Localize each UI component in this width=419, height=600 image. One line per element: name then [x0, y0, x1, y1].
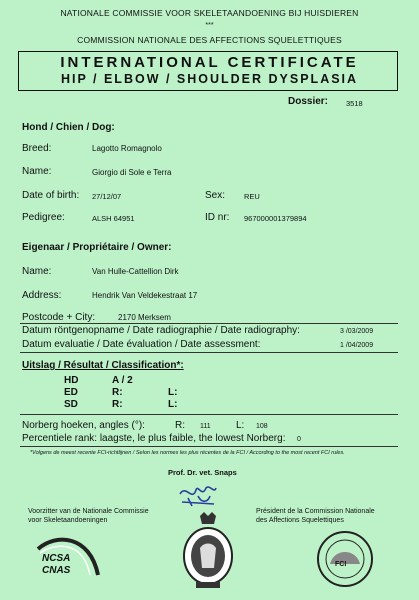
evaluation-date-value: 1 /04/2009: [340, 342, 374, 349]
owner-section-title: Eigenaar / Propriétaire / Owner:: [22, 242, 172, 253]
pedigree-value: ALSH 64951: [92, 214, 135, 223]
dossier-label: Dossier:: [288, 96, 329, 107]
breed-value: Lagotto Romagnolo: [92, 144, 162, 153]
footer-right-line1: Président de la Commission Nationale: [256, 508, 375, 515]
sd-left-label: L:: [168, 399, 178, 410]
cnas-logo-text: CNAS: [42, 565, 71, 576]
header-stars: ***: [205, 22, 214, 29]
signatory-name: Prof. Dr. vet. Snaps: [168, 468, 237, 477]
id-value: 967000001379894: [244, 214, 307, 223]
sd-right-label: R:: [112, 399, 123, 410]
footer-left-line1: Voorzitter van de Nationale Commissie: [28, 508, 149, 515]
dob-label: Date of birth:: [22, 190, 80, 201]
hd-label: HD: [64, 375, 79, 386]
percentile-value: 0: [297, 436, 301, 443]
divider-dates-top: [20, 323, 398, 324]
header-commission-fr: COMMISSION NATIONALE DES AFFECTIONS SQUELETTIQUES: [77, 35, 342, 45]
divider-footnote: [20, 446, 398, 447]
fci-logo-icon: [316, 530, 374, 588]
postcode-label: Postcode + City:: [22, 312, 96, 323]
fci-footnote: *Volgens de meest recente FCI-richtlijnen / Selon les normes les plus récentes de la FCI / According to the most recent FCI rules.: [30, 450, 345, 456]
sex-value: REU: [244, 192, 260, 201]
dog-name-value: Giorgio di Sole e Terra: [92, 168, 172, 177]
radiography-date-value: 3 /03/2009: [340, 328, 374, 335]
hd-value: A / 2: [112, 375, 133, 386]
header-commission-nl: NATIONALE COMMISSIE VOOR SKELETAANDOENING BIJ HUISDIEREN: [60, 8, 359, 18]
fci-logo-text: FCI: [335, 561, 347, 568]
owner-name-value: Van Hulle-Cattellion Dirk: [92, 267, 179, 276]
norberg-left-value: 108: [256, 423, 268, 430]
radiography-date-label: Datum röntgenopname / Date radiographie / Date radiography:: [22, 325, 300, 336]
footer-left-line2: voor Skeletaandoeningen: [28, 517, 108, 524]
certificate-title: INTERNATIONAL CERTIFICATE: [60, 54, 359, 71]
ed-right-label: R:: [112, 387, 123, 398]
id-label: ID nr:: [205, 212, 230, 223]
ed-label: ED: [64, 387, 78, 398]
ed-left-label: L:: [168, 387, 178, 398]
dossier-value: 3518: [346, 99, 363, 108]
sex-label: Sex:: [205, 190, 226, 201]
divider-results: [20, 414, 398, 415]
dog-section-title: Hond / Chien / Dog:: [22, 122, 115, 133]
dob-value: 27/12/07: [92, 192, 122, 201]
percentile-label: Percentiele rank: laagste, le plus faible, the lowest Norberg:: [22, 433, 286, 444]
postcode-value: 2170 Merksem: [118, 313, 171, 322]
divider-dates-bottom: [20, 352, 398, 353]
norberg-right-label: R:: [175, 420, 185, 431]
owner-name-label: Name:: [22, 266, 52, 277]
footer-right-line2: des Affections Squelettiques: [256, 517, 344, 524]
dog-name-label: Name:: [22, 166, 52, 177]
sd-label: SD: [64, 399, 78, 410]
ncsa-logo: [32, 535, 104, 585]
evaluation-date-label: Datum evaluatie / Date évaluation / Date assessment:: [22, 339, 261, 350]
certificate-subtitle: HIP / ELBOW / SHOULDER DYSPLASIA: [60, 72, 359, 86]
pedigree-label: Pedigree:: [22, 212, 65, 223]
norberg-label: Norberg hoeken, angles (°):: [22, 420, 145, 431]
norberg-left-label: L:: [236, 420, 245, 431]
address-value: Hendrik Van Veldekestraat 17: [92, 291, 198, 300]
ncsa-logo-text: NCSA: [42, 553, 71, 564]
norberg-right-value: 111: [200, 423, 211, 430]
handwritten-signature: [176, 480, 220, 510]
royal-crest-icon: [178, 512, 238, 592]
classification-title: Uitslag / Résultat / Classification*:: [22, 360, 184, 371]
address-label: Address:: [22, 290, 62, 301]
breed-label: Breed:: [22, 143, 52, 154]
